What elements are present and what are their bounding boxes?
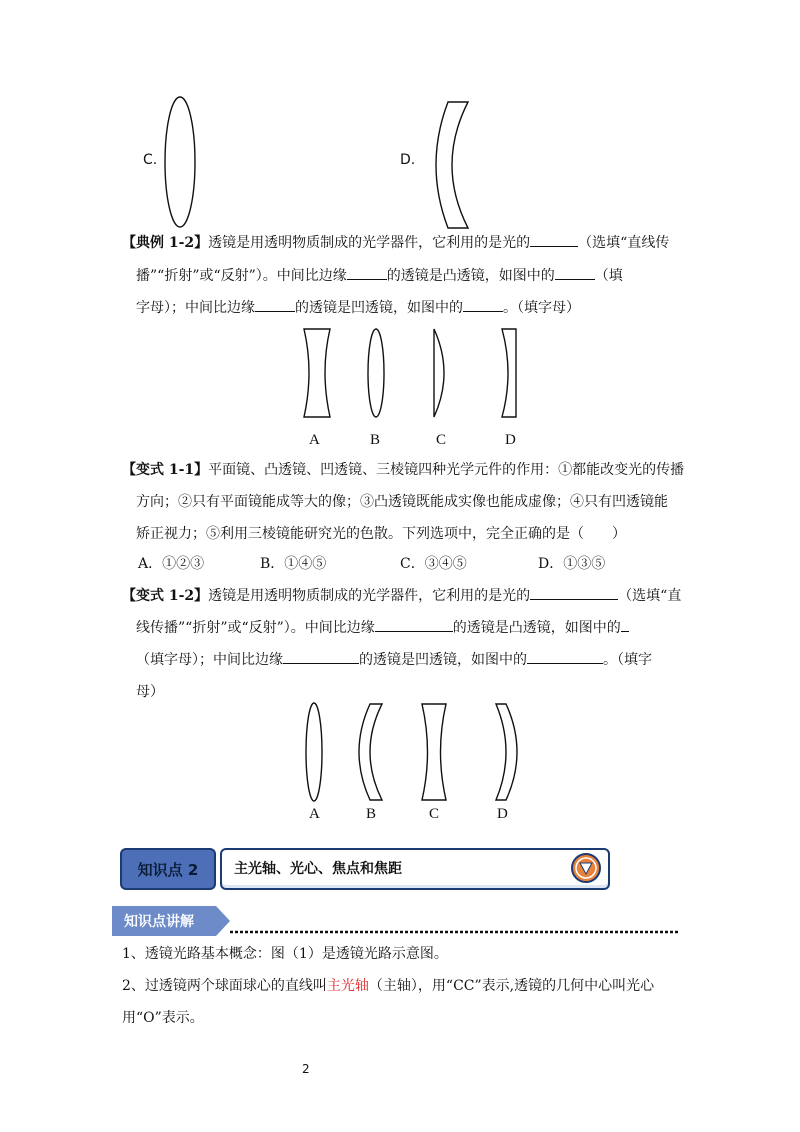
knowledge-point-title: 主光轴、光心、焦点和焦距 (234, 861, 402, 877)
lens-label-a: A (309, 432, 320, 448)
knowledge-item-3: 用“O”表示。 (122, 1010, 204, 1026)
variant-1-2-line1: 【变式 1-2】透镜是用透明物质制成的光学器件，它利用的是光的 （选填“直 (122, 584, 681, 608)
knowledge-point-title-box (220, 848, 610, 890)
variant-1-2-line4: 母） (136, 684, 164, 700)
variant-1-2-line3: （填字母）；中间比边缘 的透镜是凹透镜，如图中的 。（填字 (136, 648, 652, 672)
variant-tag: 【变式 1-1】 (122, 462, 209, 478)
answer-blank[interactable] (555, 265, 595, 280)
lens-label-d: D (497, 806, 508, 822)
answer-blank[interactable] (347, 265, 387, 280)
section-ribbon (112, 906, 230, 936)
lens-label-c: C (436, 432, 447, 448)
option-a[interactable]: A．①②③ (138, 556, 205, 572)
example-1-2-line2: 播”“折射”或“反射”）。中间比边缘 的透镜是凸透镜，如图中的 （填 (136, 264, 623, 288)
dotted-separator (230, 930, 680, 934)
figure-label-d: D. (400, 152, 416, 168)
answer-blank[interactable] (463, 297, 503, 312)
variant-lens-figure (296, 700, 526, 804)
biconvex-lens-c (160, 94, 200, 230)
knowledge-point-badge: 知识点 2 (120, 848, 216, 890)
figure-label-c: C. (143, 152, 158, 168)
example-1-2-line3: 字母）；中间比边缘 的透镜是凹透镜，如图中的 。（填字母） (136, 296, 580, 320)
variant-1-1-line1: 【变式 1-1】平面镜、凸透镜、凹透镜、三棱镜四种光学元件的作用：①都能改变光的传播 (122, 462, 685, 478)
lens-label-b: B (370, 432, 381, 448)
answer-blank[interactable] (621, 617, 629, 632)
variant-1-1-line2: 方向；②只有平面镜能成等大的像；③凸透镜既能成实像也能成虚像；④只有凹透镜能 (136, 494, 668, 510)
example-tag: 【典例 1-2】 (122, 235, 209, 251)
example-lens-figure (290, 326, 530, 422)
lens-label-b: B (366, 806, 377, 822)
option-b[interactable]: B．①④⑤ (260, 556, 327, 572)
lens-label-c: C (429, 806, 440, 822)
example-1-2-line1: 【典例 1-2】透镜是用透明物质制成的光学器件，它利用的是光的 （选填“直线传 (122, 231, 669, 255)
knowledge-item-2: 2、过透镜两个球面球心的直线叫主光轴（主轴），用“CC”表示,透镜的几何中心叫光心 (122, 978, 655, 994)
answer-blank[interactable] (530, 585, 618, 600)
answer-blank[interactable] (283, 649, 359, 664)
variant-1-2-line2: 线传播”“折射”或“反射”）。中间比边缘 的透镜是凸透镜，如图中的 (136, 616, 629, 640)
highlight-term: 主光轴 (326, 978, 369, 994)
option-d[interactable]: D．①③⑤ (538, 556, 606, 572)
down-triangle-circle-icon[interactable] (570, 852, 602, 884)
answer-blank[interactable] (530, 232, 578, 247)
lens-label-a: A (309, 806, 320, 822)
page-number: 2 (302, 1062, 310, 1076)
ribbon-label: 知识点讲解 (124, 914, 194, 930)
knowledge-item-1: 1、透镜光路基本概念：图（1）是透镜光路示意图。 (122, 946, 448, 962)
variant-1-1-line3: 矫正视力；⑤利用三棱镜能研究光的色散。下列选项中，完全正确的是（ ） (136, 526, 626, 542)
answer-blank[interactable] (255, 297, 295, 312)
answer-blank[interactable] (527, 649, 603, 664)
answer-blank[interactable] (375, 617, 453, 632)
option-c[interactable]: C．③④⑤ (400, 556, 467, 572)
meniscus-lens-d (418, 98, 474, 232)
variant-tag: 【变式 1-2】 (122, 588, 209, 604)
lens-label-d: D (505, 432, 516, 448)
